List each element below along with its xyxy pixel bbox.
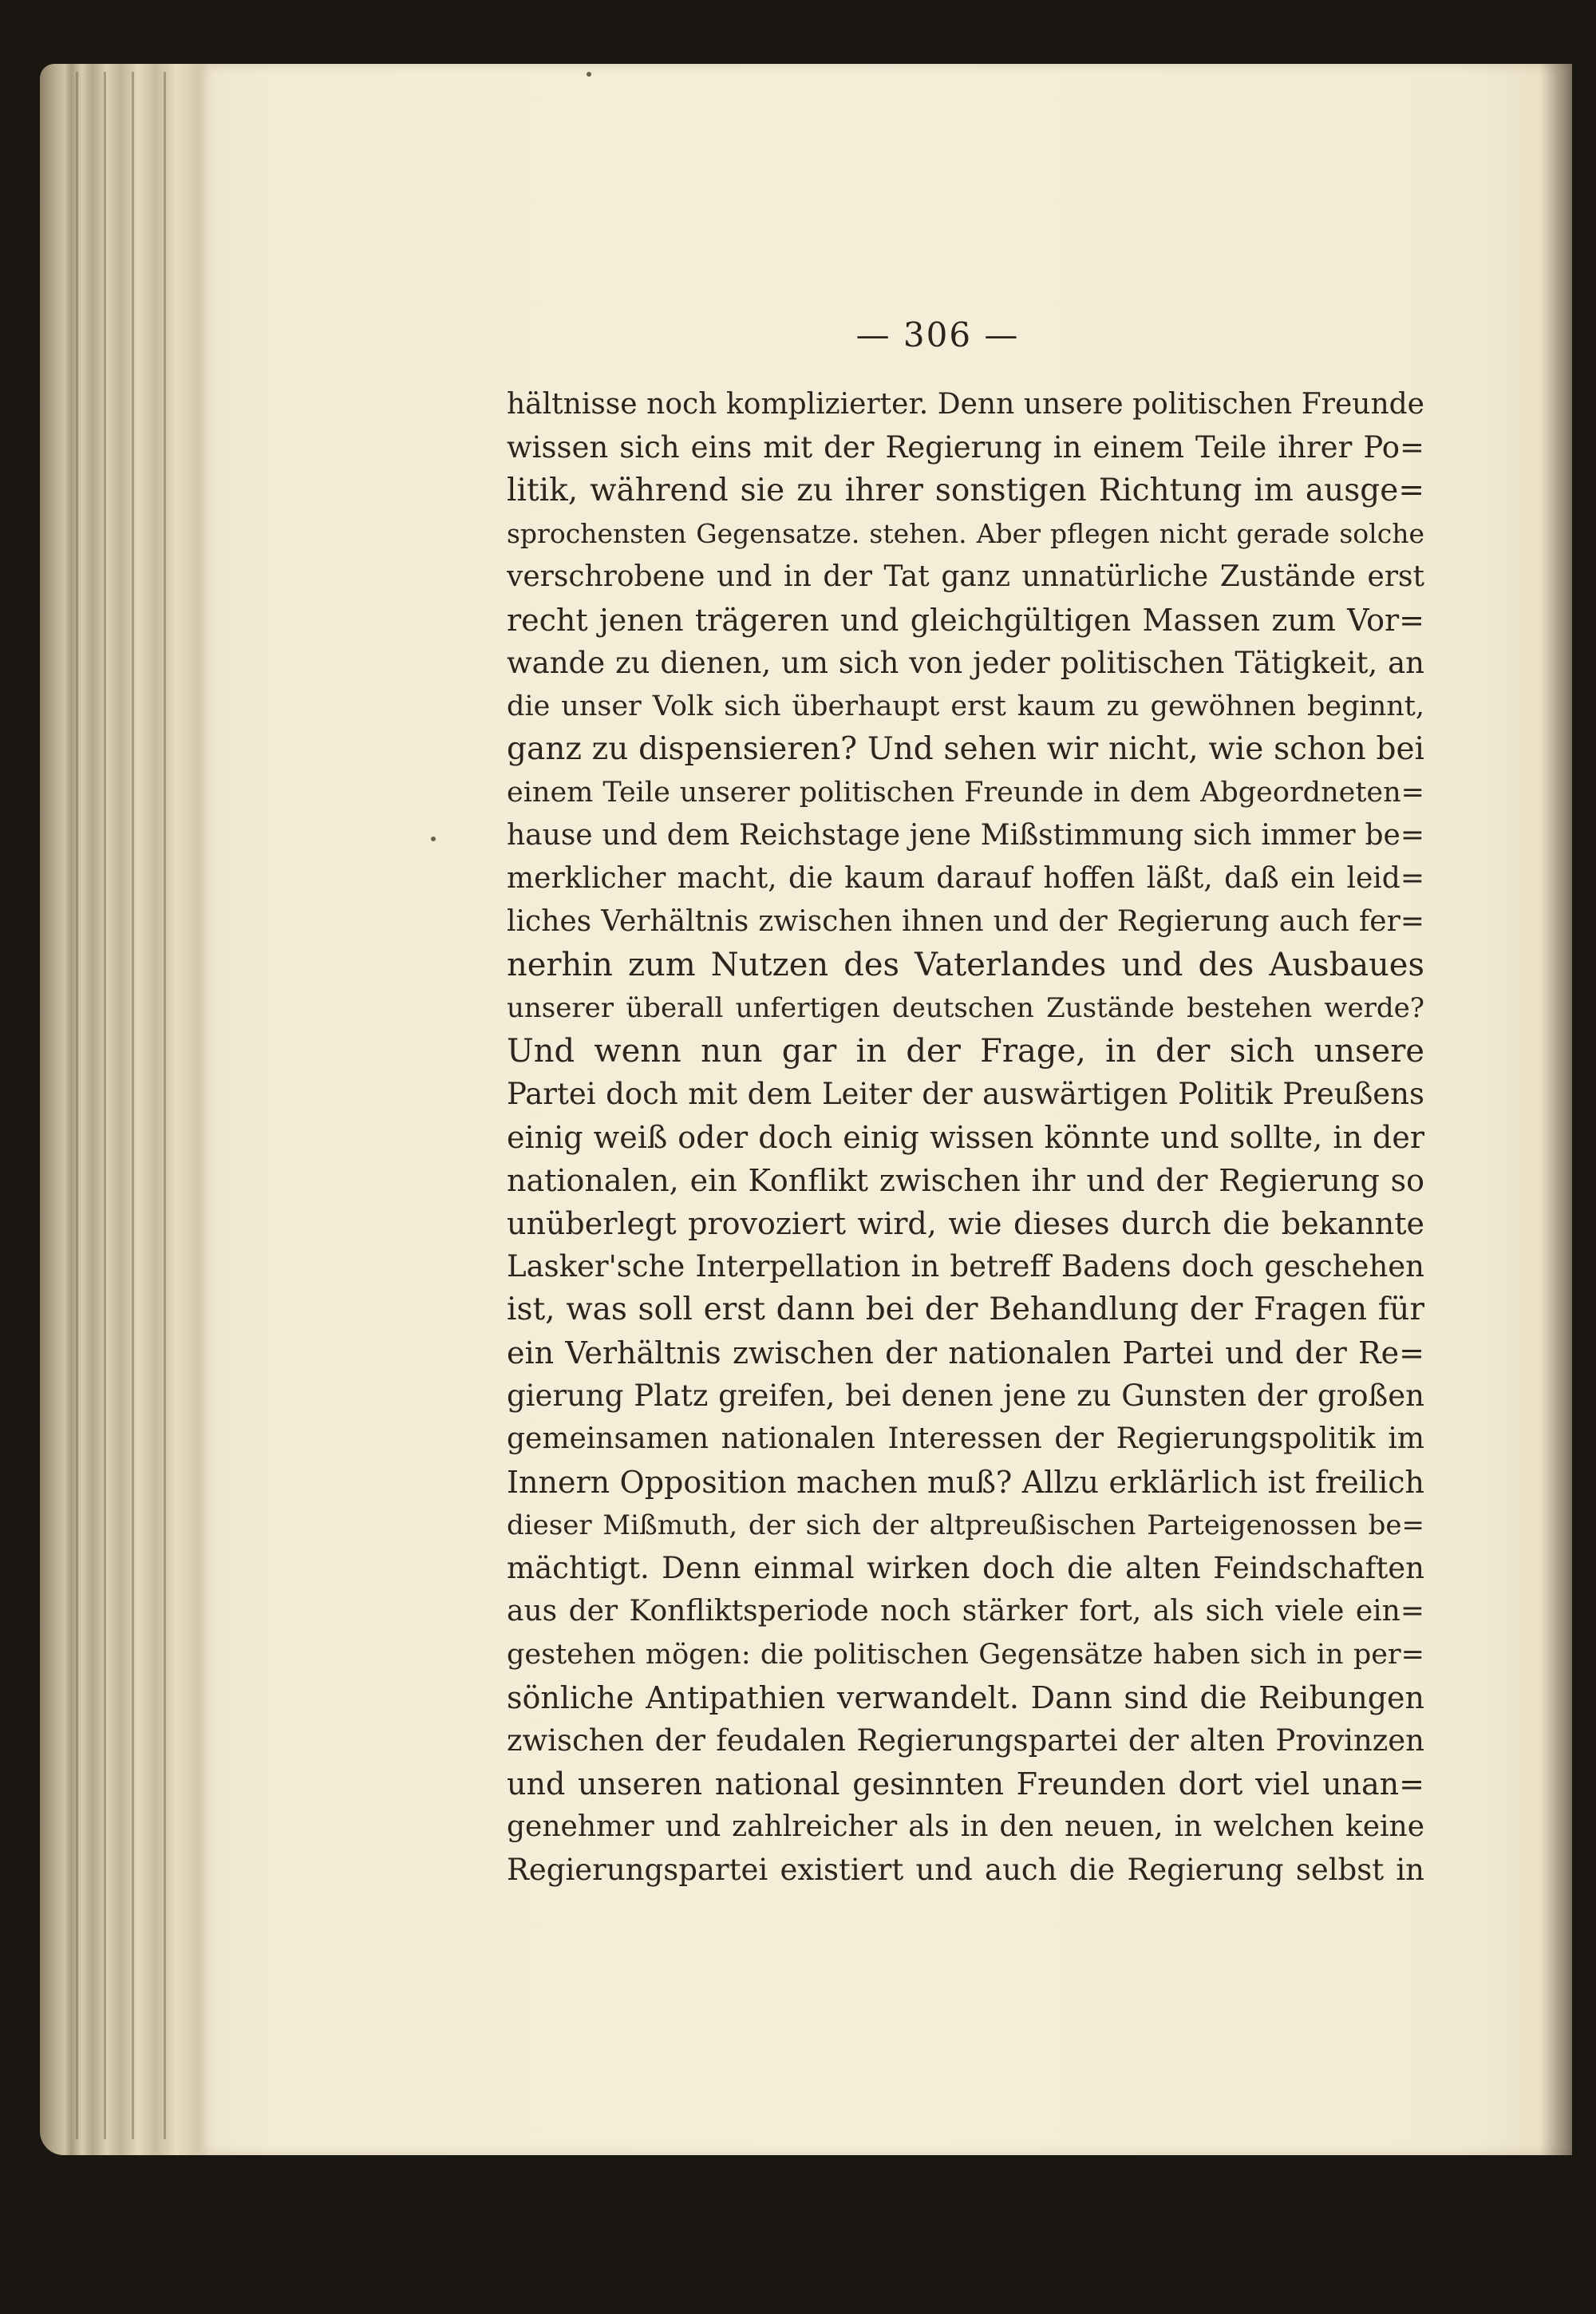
page-edge-line xyxy=(104,72,106,2139)
text-line: aus der Konfliktsperiode noch stärker fort, als sich viele ein= xyxy=(507,1595,1424,1628)
page-edge-line xyxy=(132,72,134,2139)
text-line: sönliche Antipathien verwandelt. Dann sind die Reibungen xyxy=(507,1680,1424,1715)
text-line: mächtigt. Denn einmal wirken doch die alten Feindschaften xyxy=(507,1551,1424,1585)
text-line: hältnisse noch komplizierter. Denn unsere politischen Freunde xyxy=(507,388,1424,421)
text-line: merklicher macht, die kaum darauf hoffen läßt, daß ein leid= xyxy=(507,862,1424,895)
text-line: nationalen, ein Konflikt zwischen ihr und der Regierung so xyxy=(507,1163,1424,1198)
text-line: die unser Volk sich überhaupt erst kaum zu gewöhnen beginnt, xyxy=(507,690,1424,722)
text-line: ein Verhältnis zwischen der nationalen Partei und der Re= xyxy=(507,1335,1424,1371)
text-line: verschrobene und in der Tat ganz unnatürliche Zustände erst xyxy=(507,560,1424,593)
text-line: Partei doch mit dem Leiter der auswärtigen Politik Preußens xyxy=(507,1077,1424,1111)
text-line: sprochensten Gegensatze. stehen. Aber pflegen nicht gerade solche xyxy=(507,518,1424,549)
text-line: wissen sich eins mit der Regierung in einem Teile ihrer Po= xyxy=(507,430,1424,465)
spine-shadow xyxy=(1540,64,1572,2155)
text-line: unüberlegt provoziert wird, wie dieses durch die bekannte xyxy=(507,1206,1424,1241)
ink-speck xyxy=(431,837,436,841)
text-line: unserer überall unfertigen deutschen Zustände bestehen werde? xyxy=(507,992,1424,1024)
text-line: dieser Mißmuth, der sich der altpreußischen Parteigenossen be= xyxy=(507,1509,1424,1541)
text-line: liches Verhältnis zwischen ihnen und der Regierung auch fer= xyxy=(507,905,1424,938)
text-line: Regierungspartei existiert und auch die Regierung selbst in xyxy=(507,1853,1424,1887)
text-line: gemeinsamen nationalen Interessen der Regierungspolitik im xyxy=(507,1422,1424,1455)
body-text xyxy=(507,383,1424,1892)
ink-speck xyxy=(587,72,591,77)
text-line: zwischen der feudalen Regierungspartei der alten Provinzen xyxy=(507,1723,1424,1758)
text-line: gestehen mögen: die politischen Gegensätze haben sich in per= xyxy=(507,1639,1424,1671)
text-line: nerhin zum Nutzen des Vaterlandes und des Ausbaues xyxy=(507,947,1424,983)
text-line: einig weiß oder doch einig wissen könnte und sollte, in der xyxy=(507,1120,1424,1155)
page-number: — 306 — xyxy=(855,315,1020,354)
text-line: litik, während sie zu ihrer sonstigen Richtung im ausge= xyxy=(507,473,1424,508)
text-line: wande zu dienen, um sich von jeder politischen Tätigkeit, an xyxy=(507,646,1424,680)
text-line: hause und dem Reichstage jene Mißstimmung sich immer be= xyxy=(507,819,1424,852)
page-edge-line xyxy=(76,72,78,2139)
page-edges xyxy=(40,64,215,2155)
page-edge-line xyxy=(164,72,166,2139)
text-line: Lasker'sche Interpellation in betreff Badens doch geschehen xyxy=(507,1249,1424,1284)
text-line: ist, was soll erst dann bei der Behandlung der Fragen für xyxy=(507,1291,1424,1327)
text-line: Innern Opposition machen muß? Allzu erklärlich ist freilich xyxy=(507,1465,1424,1500)
text-line: recht jenen trägeren und gleichgültigen Massen zum Vor= xyxy=(507,603,1424,638)
text-line: Und wenn nun gar in der Frage, in der sich unsere xyxy=(507,1033,1424,1070)
text-line: ganz zu dispensieren? Und sehen wir nicht, wie schon bei xyxy=(507,731,1424,767)
text-line: gierung Platz greifen, bei denen jene zu Gunsten der großen xyxy=(507,1379,1424,1413)
text-line: und unseren national gesinnten Freunden dort viel unan= xyxy=(507,1766,1424,1802)
text-line: genehmer und zahlreicher als in den neuen, in welchen keine xyxy=(507,1810,1424,1843)
text-line: einem Teile unserer politischen Freunde in dem Abgeordneten= xyxy=(507,777,1424,809)
